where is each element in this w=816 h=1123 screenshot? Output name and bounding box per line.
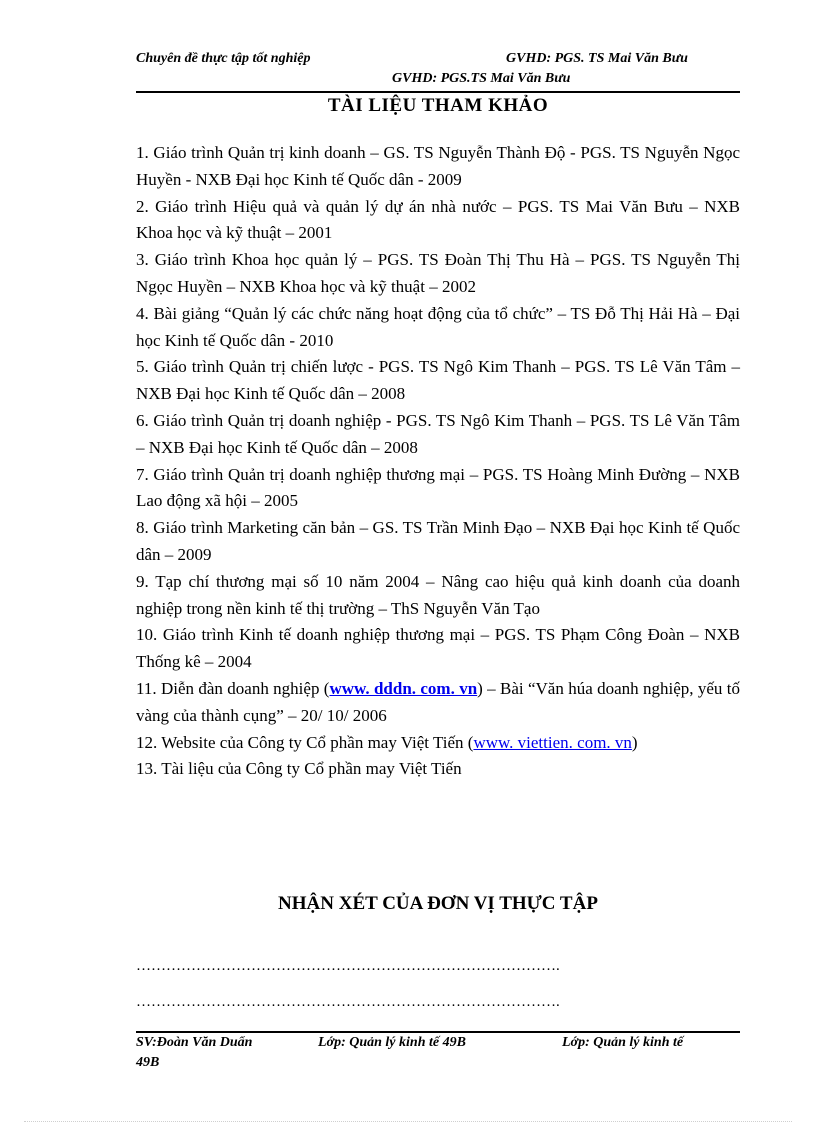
footer-student: SV:Đoàn Văn Duẩn [136,1035,253,1050]
header-supervisor: GVHD: PGS. TS Mai Văn Bưu [506,51,688,66]
footer-class: Lớp: Quản lý kinh tế 49B [318,1035,466,1050]
footer-class-wrap: 49B [136,1055,160,1070]
reference-item-3: 3. Giáo trình Khoa học quản lý – PGS. TS Đoàn Thị Thu Hà – PGS. TS Nguyễn Thị Ngọc Huyền – NXB Khoa học và kỹ thuật – 2002 [136,250,740,296]
reference-11-prefix: 11. Diễn đàn doanh nghiệp ( [136,678,330,698]
reference-12-suffix: ) [631,732,638,752]
reference-item-9: 9. Tạp chí thương mại số 10 năm 2004 – Nâng cao hiệu quả kinh doanh của doanh nghiệp trong nền kinh tế thị trường – ThS Nguyễn Văn Tạo [136,571,740,618]
reference-item-12 [136,730,740,757]
viettien-link[interactable]: www. viettien. com. vn [473,732,632,752]
reference-12-prefix: 12. Website của Công ty Cổ phần may Việt Tiến ( [136,732,474,752]
reference-item-2: 2. Giáo trình Hiệu quả và quản lý dự án nhà nước – PGS. TS Mai Văn Bưu – NXB Khoa học và kỹ thuật – 2001 [136,196,740,243]
dddn-link[interactable]: www. dddn. com. vn [329,678,478,698]
reference-item-7: 7. Giáo trình Quản trị doanh nghiệp thương mại – PGS. TS Hoàng Minh Đường – NXB Lao động xã hội – 2005 [136,464,740,511]
header-rule [136,91,740,93]
header-left-title: Chuyên đề thực tập tốt nghiệp [136,51,311,66]
reference-item-4: 4. Bài giảng “Quản lý các chức năng hoạt động của tổ chức” – TS Đỗ Thị Hải Hà – Đại học Kinh tế Quốc dân - 2010 [136,303,740,350]
reference-11-suffix: ) – Bài “Văn húa doanh nghiệp, yếu tố vàng của thành cụng” – 20/ 10/ 2006 [136,678,741,725]
page-bottom-edge [24,1121,792,1122]
header-supervisor-repeat: GVHD: PGS.TS Mai Văn Bưu [392,71,571,86]
reference-item-11 [136,676,740,730]
dotted-line-2: …………………………………………………………………………. [136,994,560,1010]
footer-class-repeat: Lớp: Quản lý kinh tế [562,1035,684,1050]
section-title-internship-review: NHẬN XÉT CỦA ĐƠN VỊ THỰC TẬP [278,893,598,914]
reference-item-13: 13. Tài liệu của Công ty Cổ phần may Việt Tiến [136,759,462,779]
reference-item-8: 8. Giáo trình Marketing căn bản – GS. TS Trần Minh Đạo – NXB Đại học Kinh tế Quốc dân – 2009 [136,518,740,564]
page-title: TÀI LIỆU THAM KHẢO [327,95,549,116]
footer-rule [136,1031,740,1033]
dotted-line-1: …………………………………………………………………………. [136,958,560,974]
reference-item-1: 1. Giáo trình Quản trị kinh doanh – GS. TS Nguyễn Thành Độ - PGS. TS Nguyễn Ngọc Huyền - NXB Đại học Kinh tế Quốc dân - 2009 [136,143,740,189]
reference-item-6: 6. Giáo trình Quản trị doanh nghiệp - PGS. TS Ngô Kim Thanh – PGS. TS Lê Văn Tâm – NXB Đại học Kinh tế Quốc dân – 2008 [136,410,740,457]
reference-item-10: 10. Giáo trình Kinh tế doanh nghiệp thương mại – PGS. TS Phạm Công Đoàn – NXB Thống kê – 2004 [136,625,740,672]
reference-list [136,140,740,783]
reference-item-5: 5. Giáo trình Quản trị chiến lược - PGS. TS Ngô Kim Thanh – PGS. TS Lê Văn Tâm – NXB Đại học Kinh tế Quốc dân – 2008 [136,357,740,404]
